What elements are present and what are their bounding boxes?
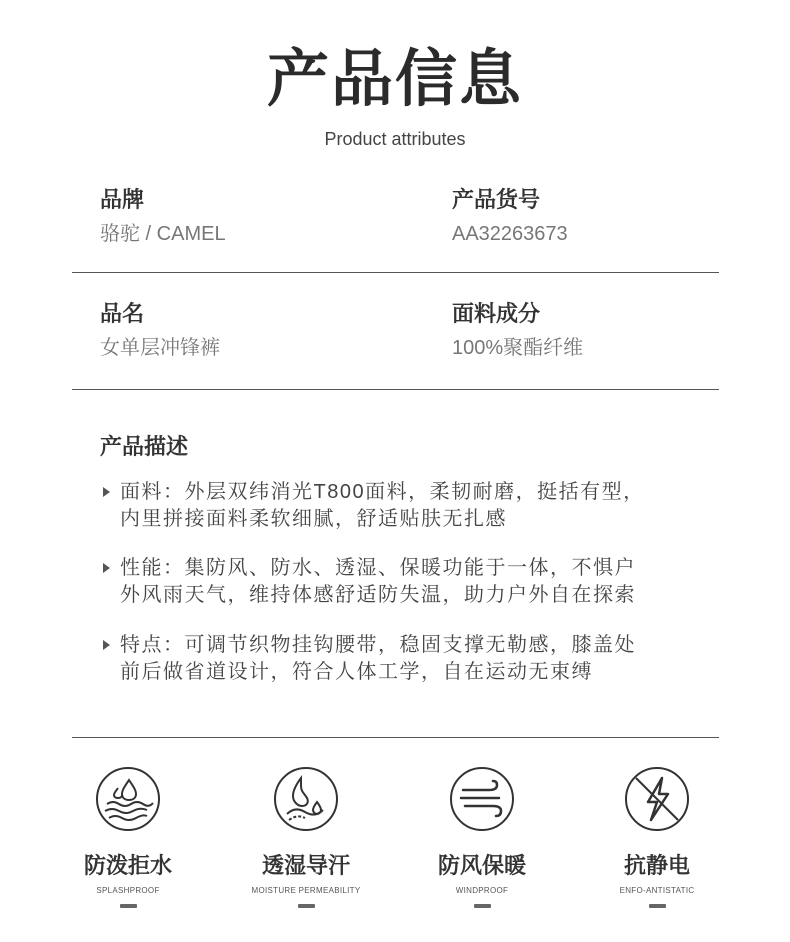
feature-subtitle: WINDPROOF <box>455 886 509 895</box>
attribute-product-name <box>100 300 220 362</box>
bullet-arrow-icon <box>103 563 110 573</box>
description-item <box>100 479 710 533</box>
description-item <box>100 632 710 686</box>
description-line: 面料：外层双纬消光T800面料，柔韧耐磨，挺括有型， <box>120 481 645 503</box>
divider <box>72 737 719 738</box>
feature-dash <box>120 904 137 908</box>
description-item <box>100 555 710 609</box>
antistatic-icon <box>624 766 690 832</box>
splashproof-icon <box>95 766 161 832</box>
description-title: 产品描述 <box>100 434 189 459</box>
attribute-label: 品牌 <box>100 187 145 212</box>
description-line: 内里拼接面料柔软细腻，舒适贴肤无扎感 <box>120 508 507 530</box>
feature-dash <box>298 904 315 908</box>
attribute-label: 品名 <box>100 301 145 326</box>
description-line: 性能：集防风、防水、透湿、保暖功能于一体，不惧户 <box>120 557 636 579</box>
feature-subtitle: SPLASHPROOF <box>96 886 160 895</box>
feature-dash <box>649 904 666 908</box>
bullet-arrow-icon <box>103 640 110 650</box>
feature-splashproof <box>43 766 213 908</box>
page-subtitle: Product attributes <box>324 129 466 149</box>
attribute-value: 100%聚酯纤维 <box>452 337 584 359</box>
divider <box>72 272 719 273</box>
feature-subtitle: MOISTURE PERMEABILITY <box>251 886 361 895</box>
feature-name: 透湿导汗 <box>261 853 350 878</box>
description-line: 前后做省道设计，符合人体工学，自在运动无束缚 <box>120 661 593 683</box>
page-title: 产品信息 <box>266 45 523 114</box>
feature-name: 防风保暖 <box>437 853 526 878</box>
attribute-value: 骆驼 / CAMEL <box>100 223 226 245</box>
attribute-label: 面料成分 <box>452 301 541 326</box>
feature-windproof <box>397 766 567 908</box>
feature-name: 抗静电 <box>623 853 690 878</box>
moisture-icon <box>273 766 339 832</box>
feature-subtitle: ENFO-ANTISTATIC <box>619 886 695 895</box>
divider <box>72 389 719 390</box>
bullet-arrow-icon <box>103 487 110 497</box>
attribute-value: AA32263673 <box>452 223 568 245</box>
attribute-fabric <box>452 300 583 362</box>
feature-dash <box>474 904 491 908</box>
description-line: 特点：可调节织物挂钩腰带，稳固支撑无勒感，膝盖处 <box>120 634 636 656</box>
feature-antistatic <box>572 766 742 908</box>
attribute-sku <box>452 186 568 248</box>
feature-moisture <box>221 766 391 908</box>
description-line: 外风雨天气，维持体感舒适防失温，助力户外自在探索 <box>120 584 636 606</box>
wind-icon <box>449 766 515 832</box>
feature-name: 防泼拒水 <box>83 853 172 878</box>
attribute-label: 产品货号 <box>452 187 541 212</box>
attribute-brand <box>100 186 226 248</box>
attribute-value: 女单层冲锋裤 <box>100 337 220 359</box>
